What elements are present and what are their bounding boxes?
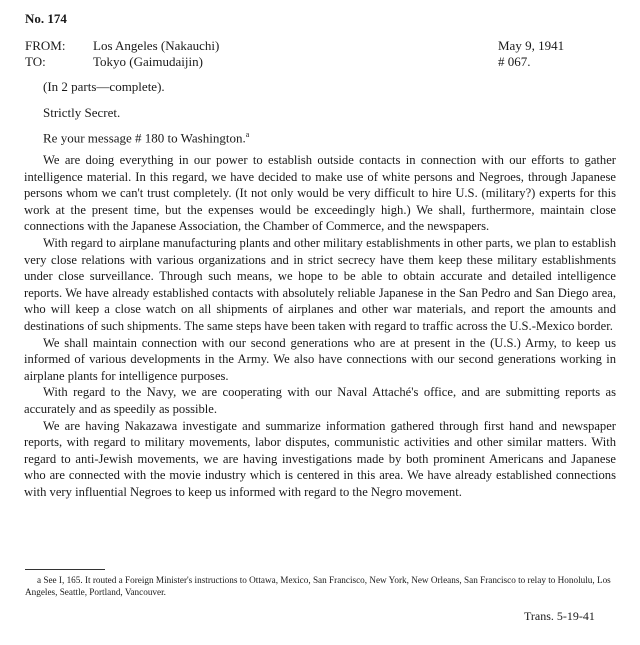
from-label: FROM:: [25, 38, 66, 53]
body-paragraph: With regard to the Navy, we are cooperating with our Naval Attaché's office, and are submitting reports as accurately and as speedily as possible.: [24, 385, 616, 416]
message-body: [24, 152, 616, 500]
body-paragraph: We shall maintain connection with our second generations who are at present in the (U.S.) Army, to keep us informed of various developments in the Army. We also have connections with our second generations working in airplane plants for intelligence purposes.: [24, 335, 616, 383]
body-paragraph: We are having Nakazawa investigate and summarize information gathered through first hand and newspaper reports, with regard to military movements, labor disputes, communistic activities and other similar matters. With regard to anti-Jewish movements, we are having investigations made by both prominent Americans and Japanese who are connected with the movie industry which is centered in this area. We have already established connections with very influential Negroes to keep us informed with regard to the Negro movement.: [24, 418, 616, 499]
message-number: # 067.: [498, 54, 531, 69]
to-value: Tokyo (Gaimudaijin): [93, 54, 203, 69]
parts-note: (In 2 parts—complete).: [43, 79, 165, 94]
document-number: No. 174: [25, 11, 67, 26]
reference-note-mark: a: [245, 130, 250, 139]
reference-line: [43, 130, 249, 146]
message-date: May 9, 1941: [498, 38, 565, 53]
translation-date: Trans. 5-19-41: [524, 609, 595, 623]
from-value: Los Angeles (Nakauchi): [93, 38, 220, 53]
to-row: [25, 54, 615, 72]
footnote-divider: [25, 569, 105, 570]
body-paragraph: We are doing everything in our power to establish outside contacts in connection with our efforts to gather intelligence material. In this regard, we have decided to make use of white persons and Negroes, through Japanese persons whom we can't trust completely. (It not only would be very difficult to hire U.S. (military?) experts for this work at the present time, but the expenses would be exceedingly high.) We shall, furthermore, maintain close connections with the Japanese Association, the Chamber of Commerce, and the newspapers.: [24, 153, 616, 234]
footnote: a See I, 165. It routed a Foreign Minister's instructions to Ottawa, Mexico, San Francisco, New York, New Orleans, San Francisco to relay to Honolulu, Los Angeles, Seattle, Portland, Vancouver.: [25, 575, 611, 597]
to-label: TO:: [25, 54, 46, 69]
reference-text: Re your message # 180 to Washington.: [43, 130, 246, 146]
classification: Strictly Secret.: [43, 105, 121, 120]
body-paragraph: With regard to airplane manufacturing plants and other military establishments in other parts, we plan to establish very close relations with various organizations and in strict secrecy have them keep these military establishments under close surveillance. Through such means, we hope to be able to obtain accurate and detailed intelligence reports. We have already established contacts with absolutely reliable Japanese in the San Pedro and San Diego area, who will keep a close watch on all shipments of airplanes and other war materials, and report the amounts and destinations of such shipments. The same steps have been taken with regard to traffic across the U.S.-Mexico border.: [24, 235, 616, 333]
